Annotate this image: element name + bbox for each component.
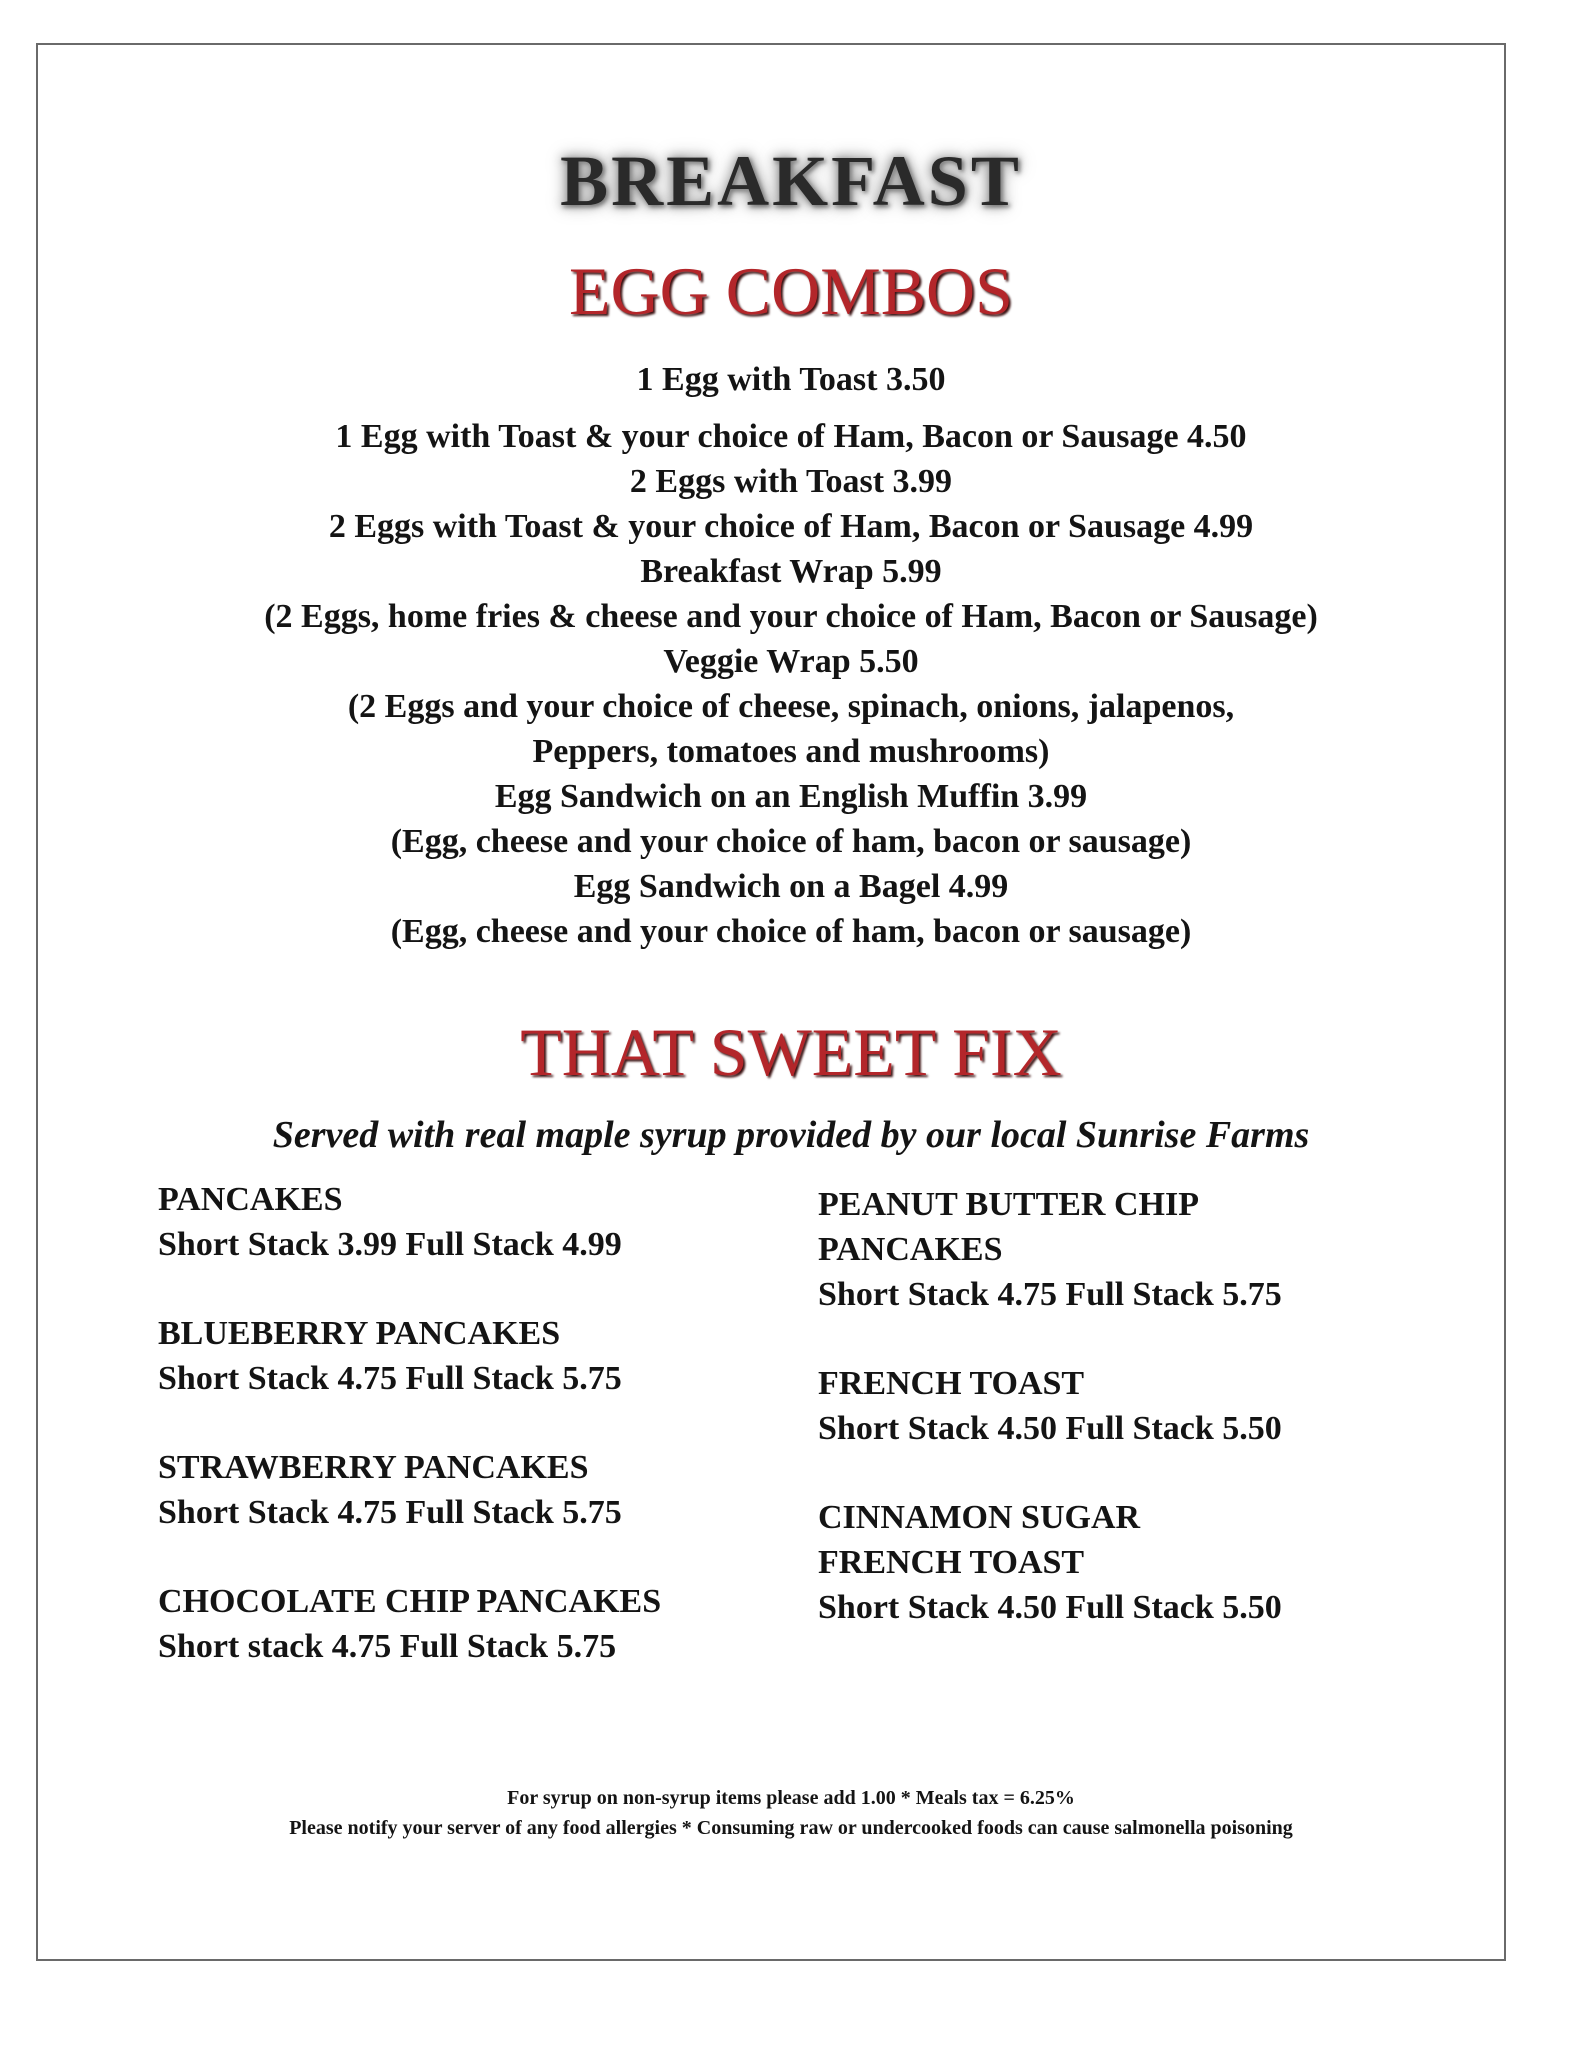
menu-item xyxy=(818,1182,1458,1317)
egg-combo-line: (Egg, cheese and your choice of ham, bacon or sausage) xyxy=(390,823,1192,860)
menu-item-price: Short stack 4.75 Full Stack 5.75 xyxy=(158,1628,617,1665)
menu-footer xyxy=(0,1783,1582,1843)
egg-combo-line: (2 Eggs and your choice of cheese, spinach, onions, jalapenos, xyxy=(347,688,1235,725)
menu-item-name: CHOCOLATE CHIP PANCAKES xyxy=(158,1583,662,1620)
menu-item-name: FRENCH TOAST xyxy=(818,1365,1085,1402)
menu-item-price: Short Stack 4.50 Full Stack 5.50 xyxy=(818,1589,1282,1626)
menu-item-name: PANCAKES xyxy=(158,1181,343,1218)
menu-item-name: STRAWBERRY PANCAKES xyxy=(158,1449,589,1486)
egg-combo-line: 2 Eggs with Toast & your choice of Ham, Bacon or Sausage 4.99 xyxy=(328,508,1254,545)
egg-combo-line: 1 Egg with Toast 3.50 xyxy=(636,361,946,398)
menu-item-price: Short Stack 4.75 Full Stack 5.75 xyxy=(158,1494,622,1531)
menu-item-name: CINNAMON SUGAR FRENCH TOAST xyxy=(818,1499,1141,1581)
menu-item-name: BLUEBERRY PANCAKES xyxy=(158,1315,561,1352)
menu-item-name: PEANUT BUTTER CHIP PANCAKES xyxy=(818,1186,1198,1268)
egg-combo-line: 1 Egg with Toast & your choice of Ham, Bacon or Sausage 4.50 xyxy=(335,418,1247,455)
egg-combos-heading: EGG COMBOS xyxy=(569,253,1013,329)
egg-combo-line: (Egg, cheese and your choice of ham, bacon or sausage) xyxy=(390,913,1192,950)
egg-combos-list xyxy=(0,357,1582,954)
sweet-fix-tagline: Served with real maple syrup provided by our local Sunrise Farms xyxy=(272,1114,1310,1156)
menu-item xyxy=(158,1177,798,1267)
menu-item xyxy=(158,1445,798,1535)
footer-allergy-note: Please notify your server of any food allergies * Consuming raw or undercooked foods can cause salmonella poisoning xyxy=(289,1817,1293,1839)
menu-item-price: Short Stack 4.75 Full Stack 5.75 xyxy=(158,1360,622,1397)
egg-combo-line: Egg Sandwich on an English Muffin 3.99 xyxy=(494,778,1088,815)
menu-item-price: Short Stack 4.50 Full Stack 5.50 xyxy=(818,1410,1282,1447)
sweet-fix-left-column xyxy=(158,1177,798,1713)
sweet-fix-right-column xyxy=(818,1182,1458,1674)
menu-item xyxy=(158,1579,798,1669)
sweet-fix-heading: THAT SWEET FIX xyxy=(520,1014,1062,1090)
footer-syrup-note: For syrup on non-syrup items please add 1.00 * Meals tax = 6.25% xyxy=(507,1787,1075,1809)
egg-combo-line: Peppers, tomatoes and mushrooms) xyxy=(532,733,1050,770)
menu-item-price: Short Stack 4.75 Full Stack 5.75 xyxy=(818,1276,1282,1313)
egg-combo-line: Breakfast Wrap 5.99 xyxy=(640,553,942,590)
menu-item xyxy=(818,1361,1458,1451)
page-title: BREAKFAST xyxy=(560,141,1022,221)
menu-item xyxy=(158,1311,798,1401)
egg-combo-line: Veggie Wrap 5.50 xyxy=(663,643,919,680)
menu-item xyxy=(818,1495,1458,1630)
menu-item-price: Short Stack 3.99 Full Stack 4.99 xyxy=(158,1226,622,1263)
egg-combo-line: 2 Eggs with Toast 3.99 xyxy=(629,463,953,500)
egg-combo-line: Egg Sandwich on a Bagel 4.99 xyxy=(573,868,1009,905)
egg-combo-line: (2 Eggs, home fries & cheese and your choice of Ham, Bacon or Sausage) xyxy=(264,598,1318,635)
